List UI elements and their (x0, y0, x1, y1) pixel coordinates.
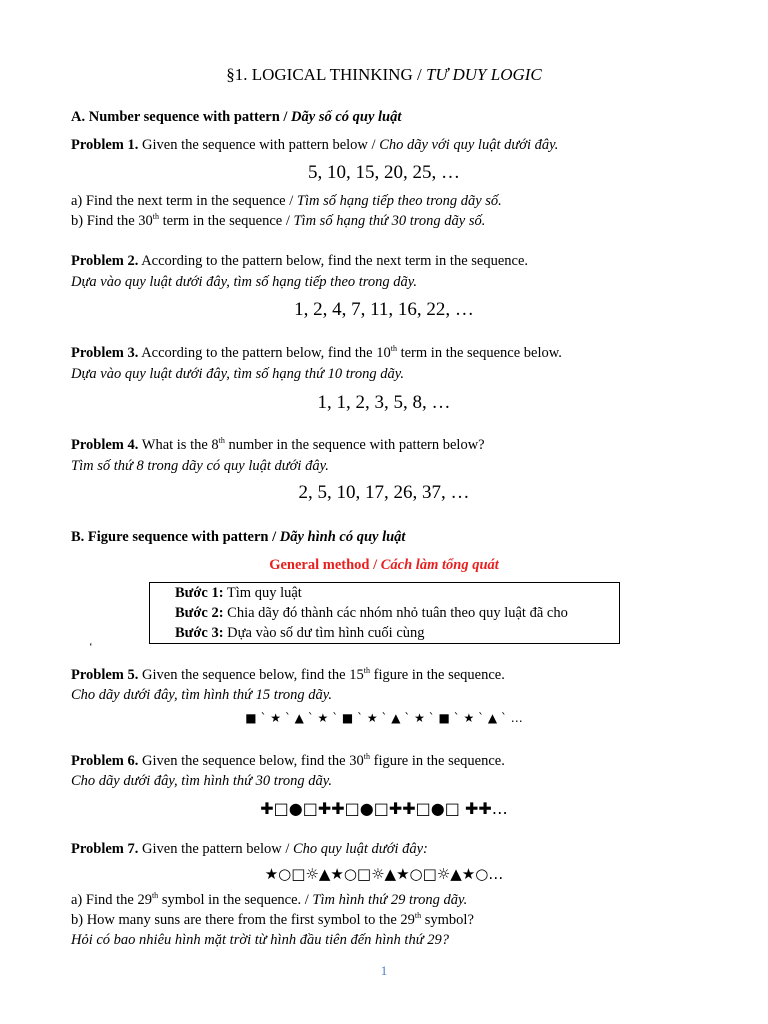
problem-7-label: Problem 7. (71, 841, 139, 857)
ordinal-suffix: th (390, 344, 397, 354)
problem-5-vi (71, 686, 332, 704)
problem-2-vi (71, 273, 417, 291)
step-2-text: Chia dãy đó thành các nhóm nhỏ tuân theo quy luật đã cho (223, 605, 568, 621)
step-3-text: Dựa vào số dư tìm hình cuối cùng (223, 625, 425, 641)
step-3-label: Bước 3: (175, 625, 224, 641)
problem-5-label: Problem 5. (71, 667, 139, 683)
problem-1-part-b (71, 212, 485, 230)
section-b-heading (71, 528, 405, 546)
problem-4-text2: number in the sequence with pattern below? (224, 437, 485, 453)
problem-7-part-b-vi-text: Hỏi có bao nhiêu hình mặt trời từ hình đầu tiên đến hình thứ 29? (71, 932, 449, 948)
problem-5-vi-text: Cho dãy dưới đây, tìm hình thứ 15 trong dãy. (71, 687, 333, 703)
page-title-en: §1. LOGICAL THINKING / (226, 65, 426, 84)
problem-7-text: Given the pattern below / (138, 841, 294, 857)
problem-2-sequence: 1, 2, 4, 7, 11, 16, 22, … (294, 299, 474, 320)
problem-4-sequence: 2, 5, 10, 17, 26, 37, … (298, 482, 470, 503)
problem-6-statement (71, 752, 505, 770)
problem-1-part-b-vi: Tìm số hạng thứ 30 trong dãy số. (293, 213, 486, 229)
problem-7-part-b-en2: symbol? (421, 912, 474, 928)
ordinal-suffix: th (152, 212, 159, 222)
problem-3-label: Problem 3. (71, 345, 139, 361)
problem-4-text: What is the 8 (138, 437, 219, 453)
problem-7-statement (71, 840, 428, 858)
stray-mark: ‘ (89, 641, 93, 653)
problem-2-text: According to the pattern below, find the next term in the sequence. (138, 253, 529, 269)
ordinal-suffix: th (414, 911, 422, 921)
problem-7-part-b (71, 911, 474, 929)
ordinal-suffix: th (218, 436, 225, 446)
section-a-vi: Dãy số có quy luật (291, 109, 402, 125)
problem-6-text2: figure in the sequence. (369, 753, 505, 769)
section-a-heading (71, 108, 401, 126)
problem-7-part-a (71, 891, 467, 909)
step-3 (175, 624, 425, 642)
problem-1-part-a-vi: Tìm số hạng tiếp theo trong dãy số. (296, 193, 502, 209)
problem-3-statement (71, 344, 562, 362)
problem-7-symbol-sequence: ★○□☼▲★○□☼▲★○□☼▲★○… (264, 865, 504, 883)
problem-5-statement (71, 666, 505, 684)
general-method-en: General method / (269, 557, 381, 573)
step-1-text: Tìm quy luật (223, 585, 302, 601)
problem-7-part-a-vi: Tìm hình thứ 29 trong dãy. (312, 892, 468, 908)
problem-2-vi-text: Dựa vào quy luật dưới đây, tìm số hạng tiếp theo trong dãy. (71, 274, 418, 290)
general-method-vi: Cách làm tổng quát (380, 557, 499, 573)
problem-1-part-b-en: b) Find the 30 (71, 213, 153, 229)
page-title (0, 64, 768, 86)
problem-7-vi: Cho quy luật dưới đây: (293, 841, 428, 857)
problem-6-figure-sequence: ✚□●□✚✚□●□✚✚□●□ ✚✚… (260, 799, 508, 818)
problem-5-text2: figure in the sequence. (369, 667, 505, 683)
ordinal-suffix: th (363, 666, 370, 676)
problem-6-vi (71, 772, 332, 790)
step-2 (175, 604, 568, 622)
section-b-en: B. Figure sequence with pattern / (71, 529, 280, 545)
problem-7-part-b-vi (71, 931, 449, 949)
problem-6-vi-text: Cho dãy dưới đây, tìm hình thứ 30 trong dãy. (71, 773, 333, 789)
problem-2-statement (71, 252, 528, 270)
section-a-en: A. Number sequence with pattern / (71, 109, 292, 125)
problem-6-label: Problem 6. (71, 753, 139, 769)
problem-7-part-a-en2: symbol in the sequence. / (158, 892, 313, 908)
section-b-vi: Dãy hình có quy luật (279, 529, 406, 545)
problem-4-label: Problem 4. (71, 437, 139, 453)
problem-3-vi-text: Dựa vào quy luật dưới đây, tìm số hạng thứ 10 trong dãy. (71, 366, 404, 382)
step-1-label: Bước 1: (175, 585, 224, 601)
problem-1-part-a-en: a) Find the next term in the sequence / (71, 193, 297, 209)
general-method-heading (0, 556, 768, 574)
problem-1-statement (71, 136, 558, 154)
problem-1-part-a (71, 192, 502, 210)
problem-1-sequence: 5, 10, 15, 20, 25, … (308, 162, 460, 183)
problem-5-figure-sequence: ■ ` ★ ` ▲ ` ★ ` ■ ` ★ ` ▲ ` ★ ` ■ ` ★ ` ▲ ` … (245, 711, 523, 725)
step-2-label: Bước 2: (175, 605, 224, 621)
problem-7-part-a-en: a) Find the 29 (71, 892, 152, 908)
problem-1-label: Problem 1. (71, 137, 139, 153)
problem-6-text: Given the sequence below, find the 30 (138, 753, 364, 769)
step-1 (175, 584, 302, 602)
problem-1-part-b-en2: term in the sequence / (159, 213, 294, 229)
ordinal-suffix: th (363, 752, 370, 762)
problem-4-vi-text: Tìm số thứ 8 trong dãy có quy luật dưới đây. (71, 458, 329, 474)
problem-3-vi (71, 365, 404, 383)
problem-3-text2: term in the sequence below. (396, 345, 562, 361)
ordinal-suffix: th (151, 891, 159, 901)
problem-4-statement (71, 436, 485, 454)
problem-3-sequence: 1, 1, 2, 3, 5, 8, … (317, 392, 451, 413)
page-title-vi: TƯ DUY LOGIC (425, 65, 542, 84)
page-number: 1 (380, 963, 388, 978)
problem-2-label: Problem 2. (71, 253, 139, 269)
problem-1-text: Given the sequence with pattern below / (138, 137, 380, 153)
problem-3-text: According to the pattern below, find the 10 (138, 345, 391, 361)
problem-1-vi: Cho dãy với quy luật dưới đây. (379, 137, 559, 153)
problem-5-text: Given the sequence below, find the 15 (138, 667, 364, 683)
problem-7-part-b-en: b) How many suns are there from the first symbol to the 29 (71, 912, 415, 928)
problem-4-vi (71, 457, 329, 475)
